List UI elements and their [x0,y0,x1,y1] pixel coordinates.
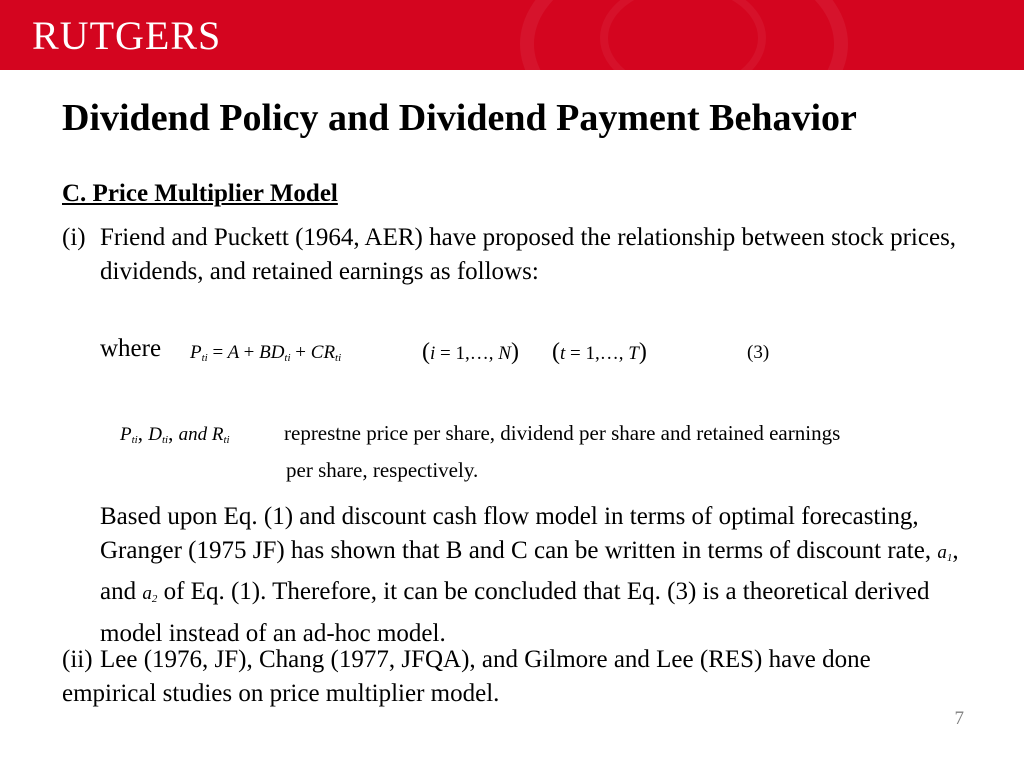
item-i-text: Friend and Puckett (1964, AER) have proposed the relationship between stock prices, dividends, and retained earnings as follows: [100,224,957,285]
section-heading: C. Price Multiplier Model [62,180,338,207]
item-ii-label: (ii) [62,646,93,673]
symbol-a2: $a_2$ [142,583,158,605]
where-label: where [100,335,162,362]
slide-title: Dividend Policy and Dividend Payment Behavior [62,97,857,139]
paragraph-granger [100,500,970,650]
variable-symbols: $P_{ti}$, $D_{ti}$, and $R_{ti}$ [120,421,230,446]
symbol-a1: $a_1$ [937,541,953,564]
equation-range-t: (t = 1,…, T) [552,339,647,365]
equation-range-i: (i = 1,…, N) [422,339,519,365]
definition-line-1: represtne price per share, dividend per share and retained earnings [284,421,841,445]
item-ii-text: Lee (1976, JF), Chang (1977, JFQA), and Gilmore and Lee (RES) have done empirical studies on price multiplier model. [62,646,871,707]
definition-line-2: per share, respectively. [286,458,479,482]
item-ii [62,643,962,710]
seal-watermark-inner [600,0,766,70]
equation-3: $P_{ti} = A + BD_{ti} + CR_{ti}$ [190,342,342,364]
rutgers-logo: RUTGERS [32,13,222,58]
para2-text-b: , and [100,536,959,605]
para2-text-a: Based upon Eq. (1) and discount cash flow model in terms of optimal forecasting, Granger (1975 JF) has shown that B and C can be written in terms of discount rate, [100,503,932,564]
header-banner [0,0,1024,70]
item-i-label: (i) [62,224,86,251]
equation-number: (3) [747,342,770,363]
item-i [62,221,962,288]
page-number: 7 [954,708,964,729]
para2-text-c: of Eq. (1). Therefore, it can be concluded that Eq. (3) is a theoretical derived model instead of an ad-hoc model. [100,578,930,647]
